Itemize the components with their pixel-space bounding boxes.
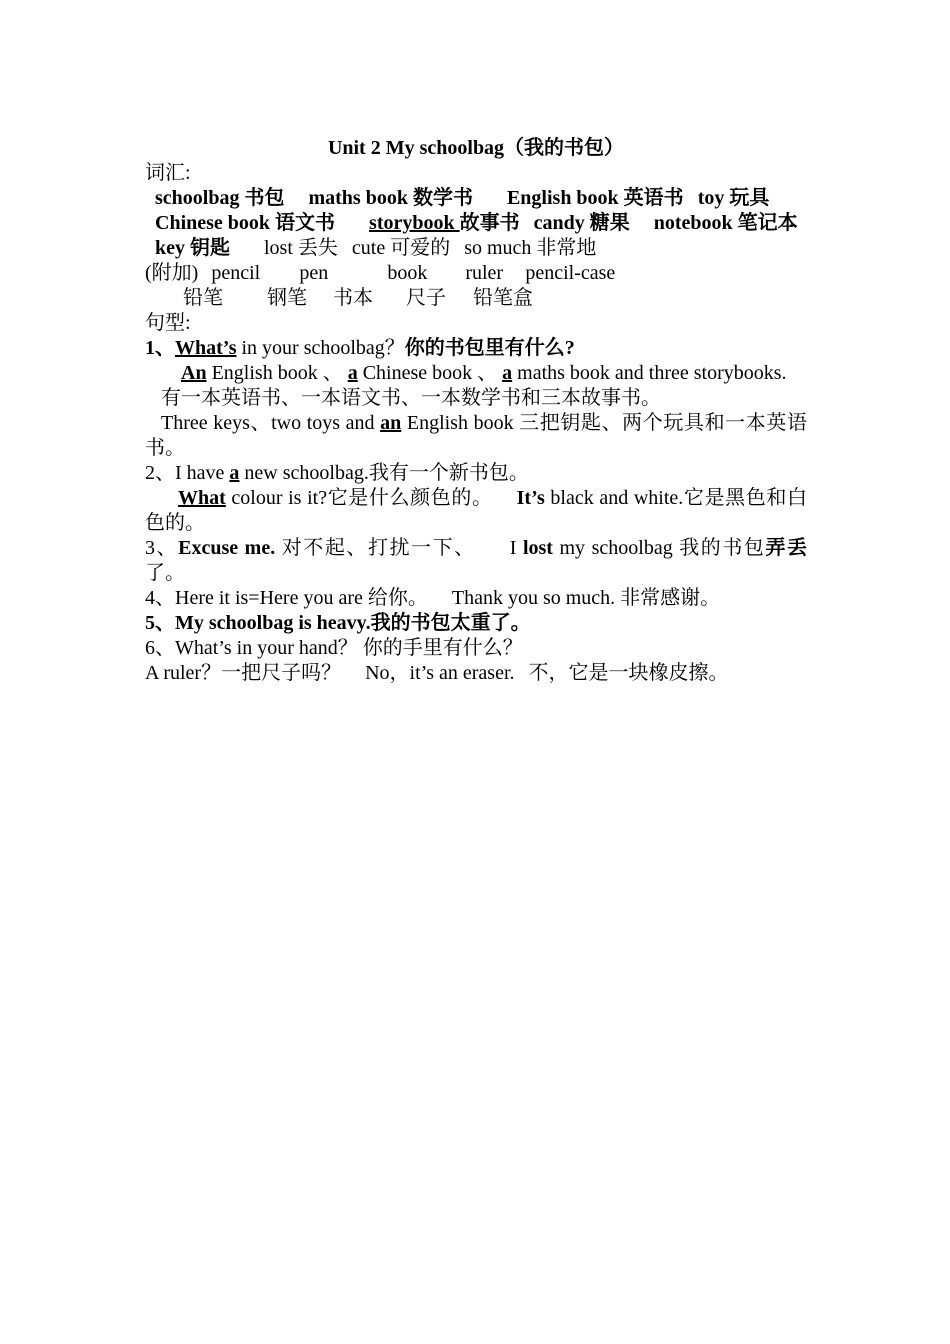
document-title: Unit 2 My schoolbag（我的书包）: [327, 137, 625, 159]
vocab-heading: 词汇:: [145, 162, 191, 184]
sentence-6: 6、What’s in your hand？ 你的手里有什么？: [145, 637, 523, 659]
vocab-cute: cute 可爱的: [351, 237, 451, 259]
extra-pencil-case: pencil-case: [525, 262, 616, 284]
sentence-5: 5、My schoolbag is heavy.我的书包太重了。: [145, 612, 531, 634]
patterns-heading: 句型:: [145, 312, 191, 334]
extra-pencil: pencil: [211, 262, 261, 284]
vocab-chinese-book: Chinese book 语文书: [155, 212, 336, 234]
extra-book: book: [387, 262, 428, 284]
vocab-maths-book: maths book 数学书: [308, 187, 473, 209]
extra-pencil-case-zh: 铅笔盒: [473, 287, 533, 309]
vocab-so-much: so much 非常地: [464, 237, 597, 259]
sentence-1-question: 1、What’s in your schoolbag？你的书包里有什么?: [145, 337, 575, 359]
extra-vocab-en: [145, 261, 807, 286]
vocab-notebook: notebook 笔记本: [653, 212, 798, 234]
vocab-english-book: English book 英语书: [506, 187, 684, 209]
extra-label: (附加): [145, 262, 199, 284]
extra-pen-zh: 钢笔: [267, 287, 307, 309]
vocab-storybook-en: storybook: [369, 212, 460, 234]
sentence-2: 2、I have a new schoolbag.我有一个新书包。: [145, 462, 529, 484]
extra-ruler-zh: 尺子: [406, 287, 446, 309]
sentence-6-answer: A ruler？一把尺子吗？ No，it’s an eraser. 不，它是一块橡皮擦。: [145, 662, 729, 684]
extra-book-zh: 书本: [333, 287, 373, 309]
extra-pen: pen: [299, 262, 329, 284]
vocab-row-1: [145, 186, 807, 211]
vocab-row-3: [145, 236, 807, 261]
sentence-2-colour: What colour is it?它是什么颜色的。 It’s black and white.它是黑色和白色的。: [145, 487, 807, 534]
sentence-1-answer-a-zh: 有一本英语书、一本语文书、一本数学书和三本故事书。: [161, 387, 661, 409]
sentence-1-answer-a: An English book 、 a Chinese book 、 a maths book and three storybooks.: [181, 362, 787, 384]
vocab-schoolbag: schoolbag 书包: [155, 187, 285, 209]
extra-pencil-zh: 铅笔: [183, 287, 223, 309]
sentence-1-answer-b: Three keys、two toys and an English book 三把钥匙、两个玩具和一本英语书。: [145, 412, 807, 459]
vocab-key: key 钥匙: [155, 237, 230, 259]
sentence-4: 4、Here it is=Here you are 给你。 Thank you so much. 非常感谢。: [145, 587, 721, 609]
document-body: [145, 136, 807, 686]
vocab-toy: toy 玩具: [697, 187, 770, 209]
vocab-row-2: [145, 211, 807, 236]
extra-vocab-zh: [145, 286, 807, 311]
what-s-underlined: What’s: [175, 337, 237, 359]
vocab-lost: lost 丢失: [264, 237, 338, 259]
extra-ruler: ruler: [465, 262, 504, 284]
vocab-candy: candy 糖果: [533, 212, 630, 234]
sentence-3: 3、Excuse me. 对不起、打扰一下、 I lost my schoolbag 我的书包弄丢了。: [145, 537, 808, 584]
vocab-storybook-zh: 故事书: [459, 212, 520, 234]
